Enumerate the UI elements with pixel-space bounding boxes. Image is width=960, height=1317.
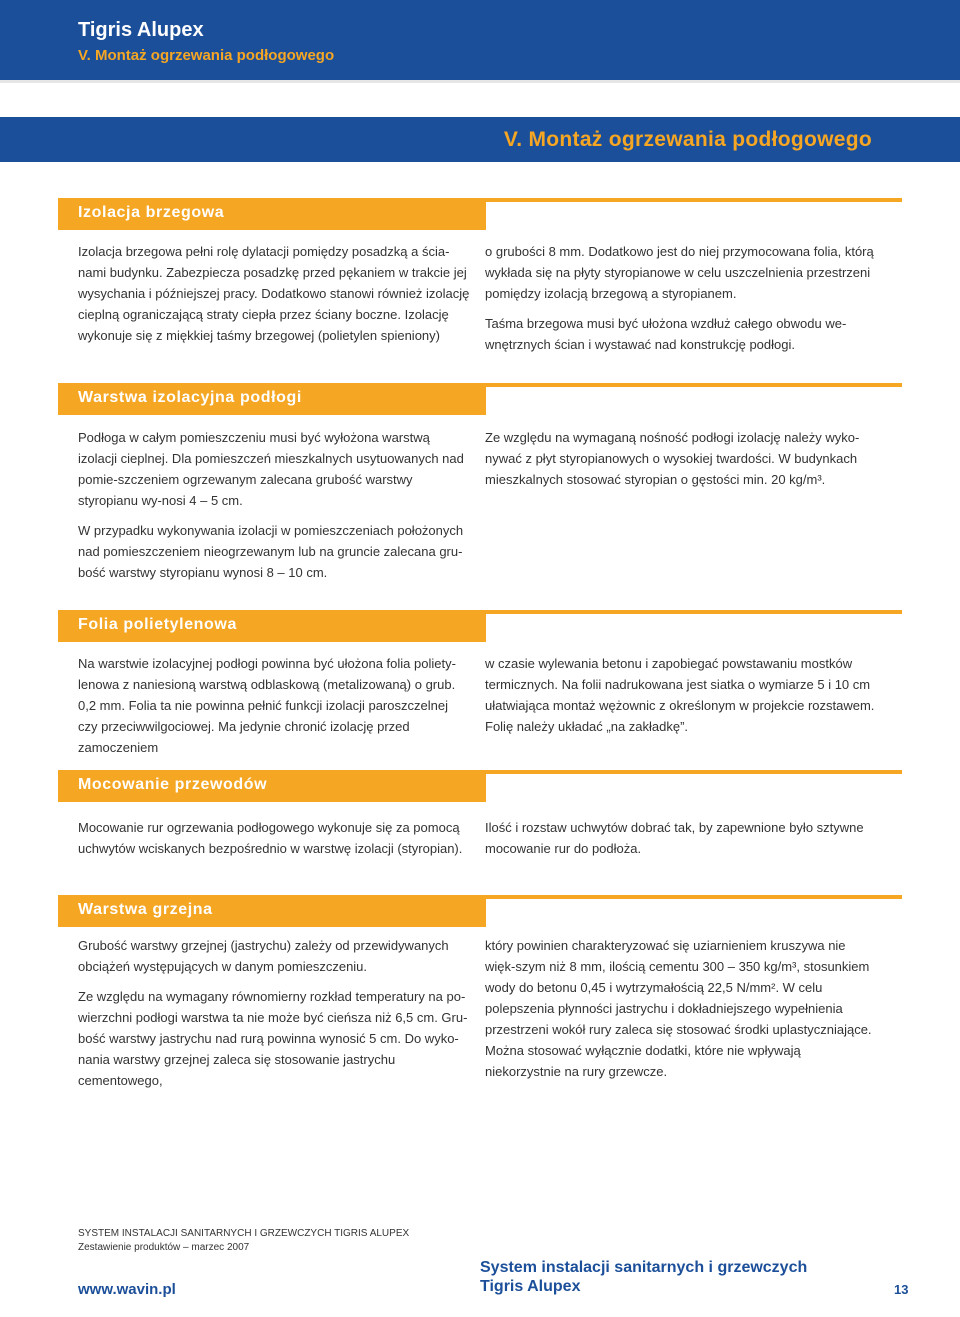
column-left [78, 427, 470, 592]
paragraph: Mocowanie rur ogrzewania podłogowego wykonuje się za pomocą uchwytów wciskanych bezpośrednio w warstwę izolacji (styropian). [78, 820, 463, 856]
section-folia-polietylenowa [58, 610, 902, 755]
section-izolacja-brzegowa [58, 198, 902, 352]
section-title: Izolacja brzegowa [78, 204, 225, 221]
column-right [485, 653, 877, 746]
paragraph: Na warstwie izolacyjnej podłogi powinna być ułożona folia poliety-lenowa z naniesioną warstwą odblaskową (metalizowaną) o grub. 0,2 mm. Folia ta nie powinna pełnić funkcji izolacji paroszczelnej czy przeciwwilgociowej. Ma jedynie chronić izolację przed zamoczeniem [78, 656, 456, 755]
section-header [58, 198, 902, 230]
paragraph: o grubości 8 mm. Dodatkowo jest do niej przymocowana folia, którą wykłada się na płyty styropianowe w celu uszczelnienia przestrzeni pomiędzy izolacją brzegową a styropianem. [485, 244, 874, 301]
page-number: 13 [894, 1282, 909, 1297]
paragraph: Taśma brzegowa musi być ułożona wzdłuż całego obwodu we-wnętrznych ścian i wystawać nad konstrukcję podłogi. [485, 316, 847, 352]
column-left [78, 817, 470, 868]
chapter-banner [0, 117, 960, 162]
paragraph: Ze względu na wymaganą nośność podłogi izolację należy wyko-nywać z płyt styropianowych o wysokiej twardości. W budynkach mieszkalnych stosować styropian o gęstości min. 20 kg/m³. [485, 430, 860, 487]
column-right [485, 817, 877, 868]
column-left [78, 241, 470, 355]
paragraph: w czasie wylewania betonu i zapobiegać powstawaniu mostków termicznych. Na folii nadrukowana jest siatka o wymiarze 5 i 10 cm ułatwiająca montaż wężownic z określonym w projekcie rozstawem. Folię należy układać „na zakładkę”. [485, 656, 875, 734]
paragraph: W przypadku wykonywania izolacji w pomieszczeniach położonych nad pomieszczeniem nieogrzewanym lub na gruncie zalecana gru-bość warstwy styropianu wynosi 8 – 10 cm. [78, 523, 464, 580]
section-header [58, 383, 902, 415]
section-title: Folia polietylenowa [78, 616, 237, 633]
section-header [58, 770, 902, 802]
brand-title: Tigris Alupex [78, 19, 204, 41]
section-title: Warstwa izolacyjna podłogi [78, 389, 302, 406]
footer-website-link[interactable]: www.wavin.pl [78, 1281, 176, 1298]
column-left [78, 935, 470, 1100]
section-title: Mocowanie przewodów [78, 776, 268, 793]
column-left [78, 653, 470, 767]
column-right [485, 935, 877, 1091]
chapter-title: V. Montaż ogrzewania podłogowego [503, 128, 872, 151]
paragraph: Podłoga w całym pomieszczeniu musi być wyłożona warstwą izolacji cieplnej. Dla pomieszczeń mieszkalnych usytuowanych nad pomie-szczeniem ogrzewanym zalecana grubość warstwy styropianu wy-nosi 4 – 5 cm. [78, 430, 464, 508]
footer-catalog-date: Zestawienie produktów – marzec 2007 [78, 1242, 250, 1253]
section-header [58, 895, 902, 927]
section-warstwa-grzejna [58, 895, 902, 1088]
section-mocowanie-przewodow [58, 770, 902, 856]
header-subtitle: V. Montaż ogrzewania podłogowego [78, 47, 335, 64]
header-bar [0, 0, 960, 83]
column-right [485, 241, 877, 364]
paragraph: Izolacja brzegowa pełni rolę dylatacji pomiędzy posadzką a ścia-nami budynku. Zabezpiecza posadzkę przed pękaniem w trakcie jej wysychania i późniejszej pracy. Dodatkowo stanowi również izolację cieplną ograniczającą straty ciepła przez ściany boczne. Izolację wykonuje się z miękkiej taśmy brzegowej (polietylen spieniony) [78, 244, 470, 343]
column-right [485, 427, 877, 499]
paragraph: Grubość warstwy grzejnej (jastrychu) zależy od przewidywanych obciążeń występujących w danym pomieszczeniu. [78, 938, 449, 974]
section-title: Warstwa grzejna [78, 901, 213, 918]
paragraph: Ze względu na wymagany równomierny rozkład temperatury na po-wierzchni podłogi warstwa ta nie może być cieńsza niż 6,5 cm. Gru-bość warstwy jastrychu nad rurą powinna wynosić 5 cm. Do wyko-nania warstwy grzejnej zaleca się stosowanie jastrychu cementowego, [78, 989, 468, 1088]
footer-system-title [480, 1258, 807, 1296]
footer-system-line2: Tigris Alupex [480, 1278, 581, 1295]
section-warstwa-izolacyjna [58, 383, 902, 580]
footer-system-name: SYSTEM INSTALACJI SANITARNYCH I GRZEWCZYCH TIGRIS ALUPEX [78, 1228, 410, 1239]
paragraph: Ilość i rozstaw uchwytów dobrać tak, by zapewnione było sztywne mocowanie rur do podłoża. [485, 820, 864, 856]
footer-system-line1: System instalacji sanitarnych i grzewczych [480, 1259, 808, 1276]
section-header [58, 610, 902, 642]
paragraph: który powinien charakteryzować się uziarnieniem kruszywa nie więk-szym niż 8 mm, ilością cementu 300 – 350 kg/m³, stosunkiem wody do betonu 0,45 i wytrzymałością 22,5 N/mm². W celu polepszenia płynności jastrychu i dokładniejszego wypełnienia przestrzeni wokół rury zaleca się stosować środki uplastyczniające. Można stosować wyłącznie dodatki, które nie wpływają niekorzystnie na rury grzewcze. [485, 938, 872, 1079]
